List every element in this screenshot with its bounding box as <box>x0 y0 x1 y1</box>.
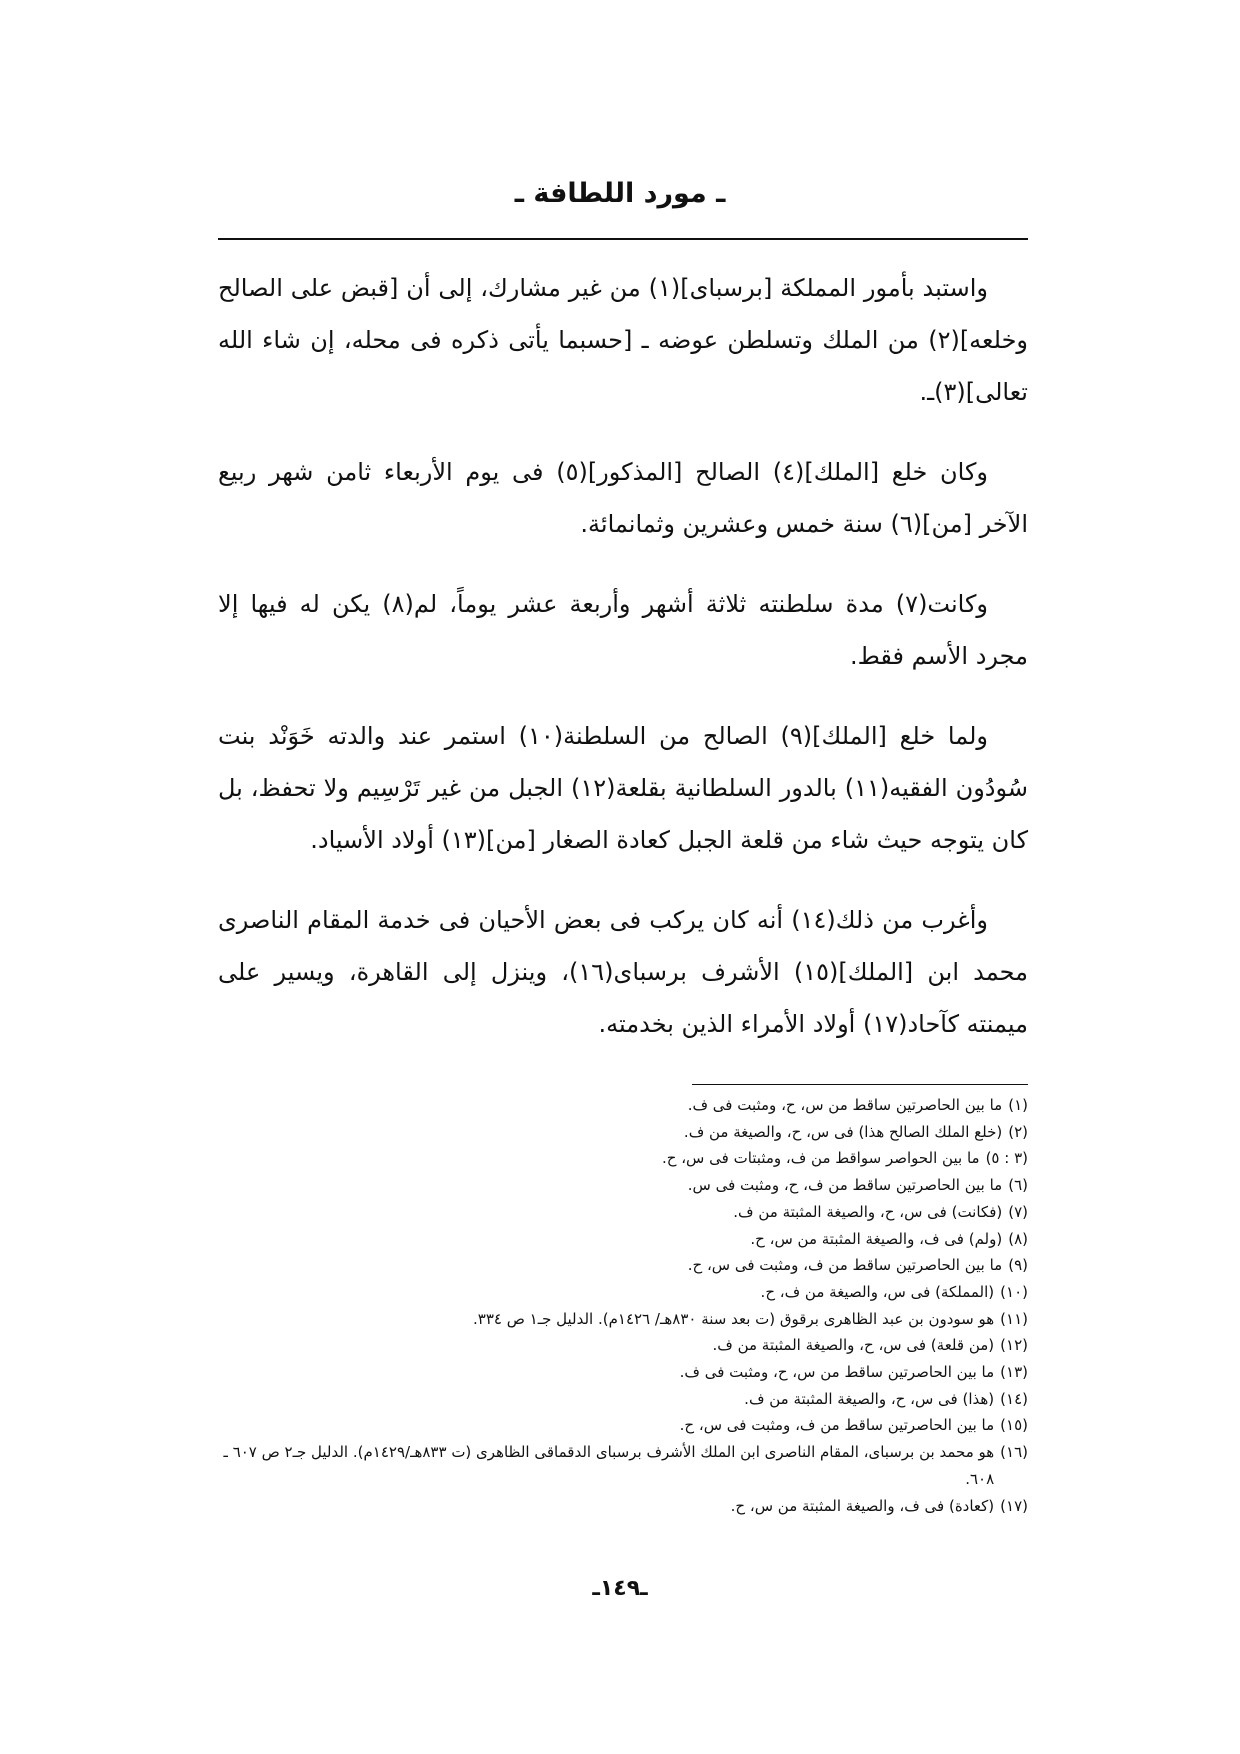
paragraph: ولما خلع [الملك](٩) الصالح من السلطنة(١٠) استمر عند والدته خَوَنْد بنت سُودُون الفقيه(١١) بالدور السلطانية بقلعة(١٢) الجبل من غير تَرْسِيم ولا تحفظ، بل كان يتوجه حيث شاء من قلعة الجبل كعادة الصغار [من](١٣) أولاد الأسياد. <box>218 722 1028 854</box>
footnote-text: (كعادة) فى ف، والصيغة المثبتة من س، ح. <box>730 1496 995 1515</box>
footnote-text: (خلع الملك الصالح هذا) فى س، ح، والصيغة من ف. <box>683 1122 1003 1141</box>
footnote-text: ما بين الحاصرتين ساقط من ف، ومثبت فى س، ح. <box>679 1416 995 1435</box>
paragraph: وأغرب من ذلك(١٤) أنه كان يركب فى بعض الأحيان فى خدمة المقام الناصرى محمد ابن [الملك](١٥) الأشرف برسباى(١٦)، وينزل إلى القاهرة، ويسير على ميمنته كآحاد(١٧) أولاد الأمراء الذين بخدمته. <box>218 906 1029 1038</box>
footnote <box>218 1119 1028 1146</box>
footnote-text: (من قلعة) فى س، ح، والصيغة المثبتة من ف. <box>712 1336 995 1355</box>
footnote-text: (ولم) فى ف، والصيغة المثبتة من س، ح. <box>750 1229 1003 1248</box>
running-title: ـ مورد اللطافة ـ <box>514 178 726 209</box>
footnote <box>218 1359 1028 1386</box>
footnote <box>218 1172 1028 1199</box>
footnote <box>218 1092 1028 1119</box>
paragraph: واستبد بأمور المملكة [برسباى](١) من غير مشارك، إلى أن [قبض على الصالح وخلعه](٢) من الملك وتسلطن عوضه ـ [حسبما يأتى ذكره فى محله، إن شاء الله تعالى](٣)ـ. <box>218 274 1028 406</box>
footnote <box>218 1199 1028 1226</box>
footnote-number: (١) <box>1008 1096 1028 1114</box>
footnote-number: (١٧) <box>1000 1496 1028 1515</box>
footnote-text: هو سودون بن عبد الظاهرى برقوق (ت بعد سنة ٨٣٠هـ/ ١٤٢٦م). الدليل جـ١ ص ٣٣٤. <box>473 1309 995 1328</box>
footnote-text: ما بين الحاصرتين ساقط من ف، ح، ومثبت فى س. <box>687 1176 1003 1195</box>
footnote-number: (٧) <box>1008 1202 1028 1221</box>
footnote-text: (فكانت) فى س، ح، والصيغة المثبتة من ف. <box>733 1202 1003 1221</box>
paragraph: وكان خلع [الملك](٤) الصالح [المذكور](٥) فى يوم الأربعاء ثامن شهر ربيع الآخر [من](٦) سنة خمس وعشرين وثمانمائة. <box>218 458 1028 538</box>
footnote-number: (٣ : ٥) <box>985 1149 1028 1168</box>
footnote-text: (المملكة) فى س، والصيغة من ف، ح. <box>760 1282 995 1301</box>
footnote-text: (هذا) فى س، ح، والصيغة المثبتة من ف. <box>744 1389 995 1408</box>
footnote <box>218 1226 1028 1253</box>
footnote-text: هو محمد بن برسباى، المقام الناصرى ابن الملك الأشرف برسباى الدقماقى الظاهرى (ت ٨٣٣هـ/١٤٢٩م). الدليل جـ٢ ص ٦٠٧ ـ ٦٠٨. <box>223 1443 995 1488</box>
footnote-number: (١٠) <box>1000 1282 1028 1301</box>
footnote <box>218 1279 1028 1306</box>
footnote-number: (١٥) <box>1000 1416 1028 1435</box>
footnote <box>218 1252 1028 1279</box>
footnote <box>218 1332 1028 1359</box>
footnote-text: ما بين الحواصر سواقط من ف، ومثبتات فى س، ح. <box>662 1149 980 1168</box>
footnote-number: (٩) <box>1008 1256 1028 1275</box>
footnote <box>218 1145 1028 1172</box>
footnote-number: (٨) <box>1008 1229 1028 1248</box>
footnote <box>218 1439 1028 1492</box>
page-number: ـ١٤٩ـ <box>592 1576 648 1601</box>
footnote-number: (١٢) <box>1000 1336 1028 1355</box>
header-rule <box>218 238 1028 240</box>
footnote-number: (١١) <box>1000 1309 1028 1328</box>
footnote <box>218 1412 1028 1439</box>
footnote-number: (٦) <box>1008 1176 1028 1195</box>
footnote-number: (١٣) <box>1000 1363 1028 1382</box>
footnote-text: ما بين الحاصرتين ساقط من س، ح، ومثبت فى ف. <box>687 1096 1003 1114</box>
footnote-number: (١٤) <box>1000 1389 1028 1408</box>
main-text <box>218 262 1028 1050</box>
footnote <box>218 1386 1028 1413</box>
footnote-text: ما بين الحاصرتين ساقط من ف، ومثبت فى س، ح. <box>687 1256 1003 1275</box>
footnote-number: (٢) <box>1008 1122 1028 1141</box>
footnote-text: ما بين الحاصرتين ساقط من س، ح، ومثبت فى ف. <box>679 1363 995 1382</box>
footnote <box>218 1306 1028 1333</box>
footnote <box>218 1493 1028 1520</box>
paragraph: وكانت(٧) مدة سلطنته ثلاثة أشهر وأربعة عشر يوماً، لم(٨) يكن له فيها إلا مجرد الأسم فقط. <box>218 590 1028 670</box>
footnotes <box>218 1092 1028 1519</box>
footnote-separator <box>692 1084 1028 1085</box>
footnote-number: (١٦) <box>1000 1443 1028 1462</box>
